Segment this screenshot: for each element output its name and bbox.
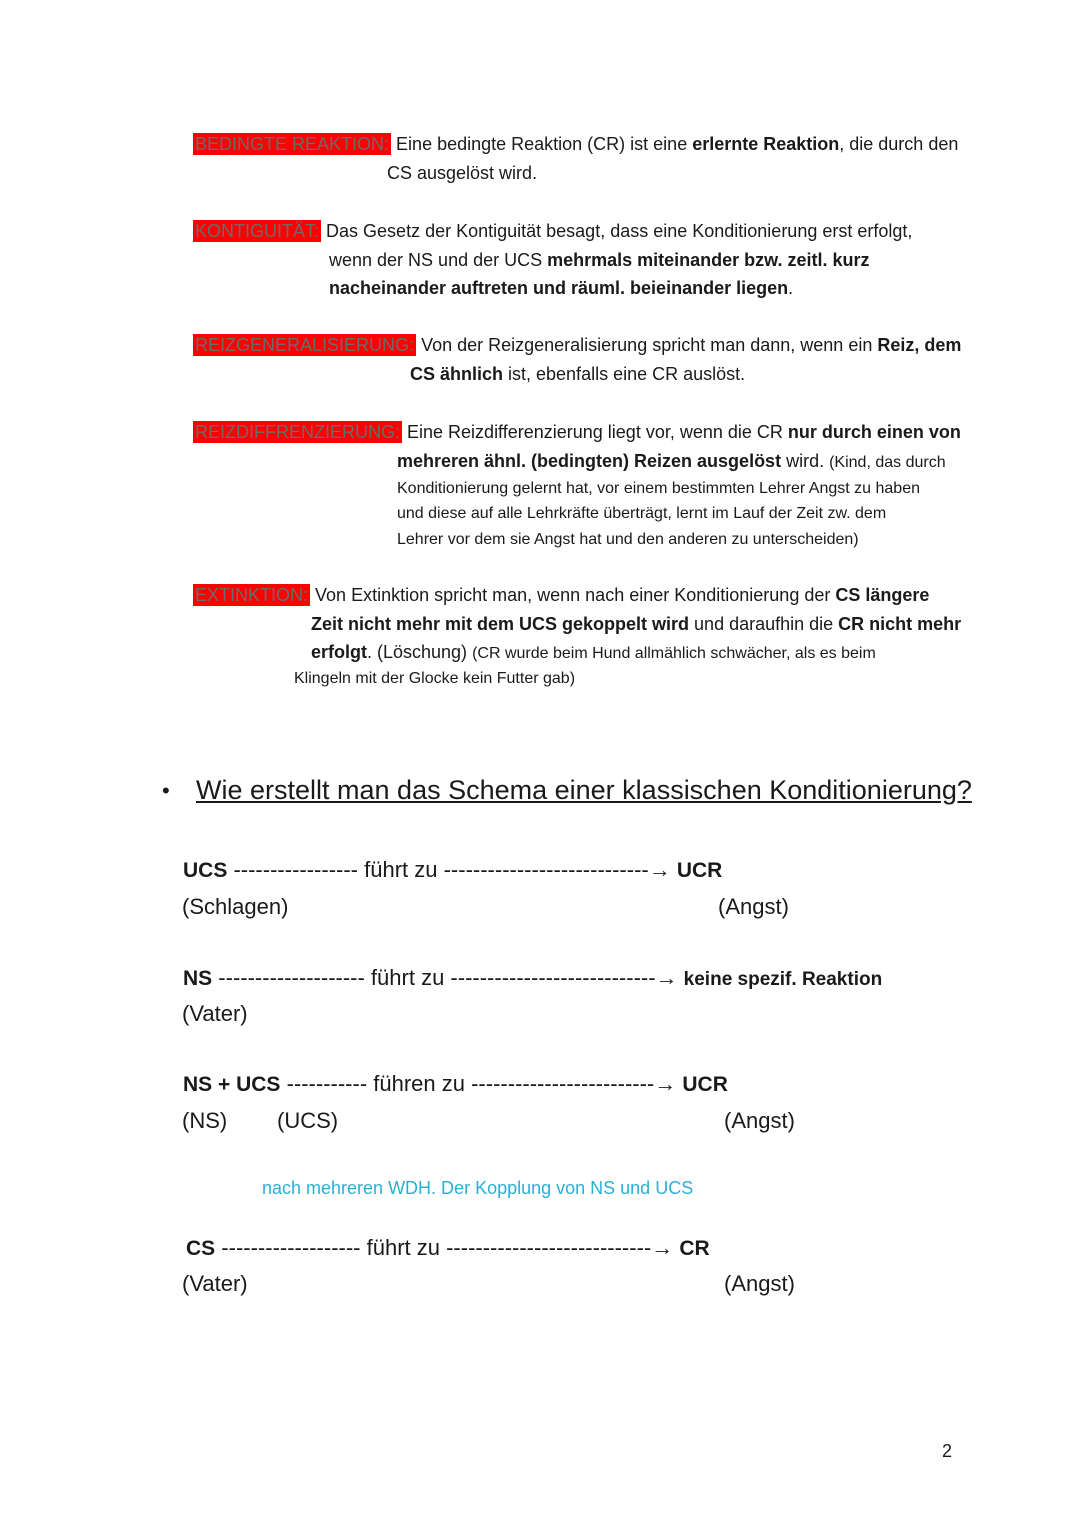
- schema-example: (UCS): [277, 1108, 339, 1133]
- definition-bold: nur durch einen von: [787, 422, 961, 442]
- definition-bedingte-reaktion: [193, 130, 958, 158]
- definition-line: [397, 447, 946, 477]
- definition-text: und daraufhin die: [689, 614, 839, 634]
- definition-text: Von Extinktion spricht man, wenn nach einer Konditionierung der: [315, 585, 836, 605]
- definition-example-line: Konditionierung gelernt hat, vor einem bestimmten Lehrer Angst zu haben: [397, 480, 920, 497]
- definition-line: [329, 274, 793, 302]
- schema-arrow: -------------------- führt zu ----------------------------→: [212, 965, 684, 990]
- page-number: 2: [942, 1441, 953, 1461]
- definition-line: [410, 360, 745, 388]
- definition-example: (CR wurde beim Hund allmählich schwächer, als es beim: [472, 645, 876, 662]
- schema-stimulus: NS: [183, 967, 213, 990]
- definition-example: (Kind, das durch: [829, 454, 946, 471]
- definition-text: Eine Reizdifferenzierung liegt vor, wenn die CR: [407, 422, 788, 442]
- schema-response: CR: [679, 1237, 710, 1260]
- definition-bold: Zeit nicht mehr mit dem UCS gekoppelt wird: [311, 614, 690, 634]
- definition-bold: CS längere: [835, 585, 930, 605]
- schema-row-ucs: [183, 857, 722, 883]
- definition-text: wenn der NS und der UCS: [329, 250, 548, 270]
- definition-extinktion: [193, 581, 929, 609]
- definition-text: CS ausgelöst wird.: [387, 163, 538, 183]
- schema-example: (NS): [182, 1108, 228, 1133]
- term-label: KONTIGUITÄT:: [195, 221, 320, 241]
- schema-response: keine spezif. Reaktion: [683, 969, 883, 990]
- definition-kontiguitaet: [193, 217, 912, 245]
- definition-line: [329, 246, 870, 274]
- schema-response: UCR: [676, 859, 723, 882]
- definition-bold: CS ähnlich: [410, 364, 504, 384]
- term-label: REIZGENERALISIERUNG:: [195, 335, 415, 355]
- schema-response: UCR: [682, 1073, 728, 1096]
- definition-example-line: Klingeln mit der Glocke kein Futter gab): [294, 670, 576, 687]
- definition-text: Eine bedingte Reaktion (CR) ist eine: [396, 134, 693, 154]
- definition-bold: nacheinander auftreten und räuml. beieinander liegen: [329, 278, 789, 298]
- definition-example-line: Lehrer vor dem sie Angst hat und den anderen zu unterscheiden): [397, 531, 859, 548]
- section-heading: Wie erstellt man das Schema einer klassischen Konditionierung?: [196, 775, 972, 805]
- definition-text: , die durch den: [839, 134, 959, 154]
- schema-arrow: ------------------- führt zu ----------------------------→: [215, 1235, 680, 1260]
- term-label: EXTINKTION:: [195, 585, 309, 605]
- definition-reizgeneralisierung: [193, 331, 961, 359]
- schema-example: (Schlagen): [182, 894, 289, 919]
- term-label: REIZDIFFRENZIERUNG:: [195, 422, 400, 442]
- definition-text: ist, ebenfalls eine CR auslöst.: [503, 364, 746, 384]
- schema-example: (Vater): [182, 1001, 248, 1026]
- bullet-icon: •: [162, 778, 170, 803]
- schema-stimulus: UCS: [183, 859, 228, 882]
- schema-stimulus: CS: [186, 1237, 216, 1260]
- definition-bold: erfolgt: [311, 642, 367, 662]
- definition-example-line: und diese auf alle Lehrkräfte überträgt, lernt im Lauf der Zeit zw. dem: [397, 505, 887, 522]
- schema-example: (Angst): [724, 1108, 795, 1133]
- definition-bold: mehreren ähnl. (bedingten) Reizen ausgelöst: [397, 451, 782, 471]
- schema-example: (Angst): [718, 894, 789, 919]
- schema-note: nach mehreren WDH. Der Kopplung von NS und UCS: [262, 1178, 694, 1198]
- schema-example: (Vater): [182, 1271, 248, 1296]
- definition-text: wird.: [781, 451, 830, 471]
- definition-reizdifferenzierung: [193, 418, 961, 446]
- definition-line: [311, 638, 876, 668]
- schema-example: (Angst): [724, 1271, 795, 1296]
- schema-row-cs: [186, 1235, 710, 1261]
- definition-line: [311, 610, 961, 638]
- definition-bold: mehrmals miteinander bzw. zeitl. kurz: [547, 250, 870, 270]
- schema-arrow: ----------------- führt zu ----------------------------→: [227, 857, 677, 882]
- schema-arrow: ----------- führen zu -------------------------→: [280, 1071, 683, 1096]
- definition-bold: CR nicht mehr: [838, 614, 962, 634]
- definition-bold: erlernte Reaktion: [692, 134, 840, 154]
- definition-text: . (Löschung): [367, 642, 473, 662]
- schema-stimulus: NS + UCS: [183, 1073, 281, 1096]
- definition-text: .: [788, 278, 794, 298]
- definition-text: Das Gesetz der Kontiguität besagt, dass eine Konditionierung erst erfolgt,: [326, 221, 913, 241]
- schema-row-ns-ucs: [183, 1071, 728, 1097]
- definition-line: [387, 159, 537, 187]
- term-label: BEDINGTE REAKTION:: [195, 134, 390, 154]
- definition-text: Von der Reizgeneralisierung spricht man dann, wenn ein: [421, 335, 878, 355]
- definition-bold: Reiz, dem: [877, 335, 962, 355]
- schema-row-ns: [183, 965, 882, 991]
